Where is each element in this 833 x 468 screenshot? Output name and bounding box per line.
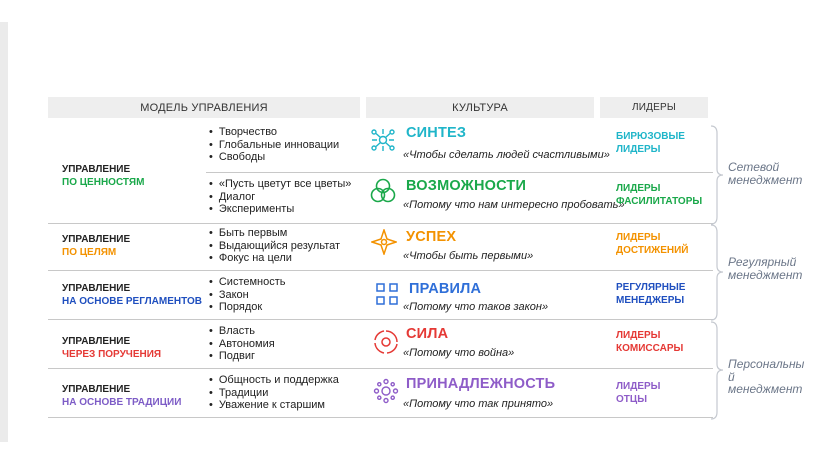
leader-line1: РЕГУЛЯРНЫЕ — [616, 282, 686, 293]
rules-icon — [374, 281, 400, 307]
leader-turquoise — [616, 130, 685, 156]
leader-line1: ЛИДЕРЫ — [616, 330, 661, 341]
culture-quote-success: «Чтобы быть первыми» — [403, 250, 534, 262]
culture-quote-force: «Потому что война» — [403, 347, 515, 359]
leader-line2: КОМИССАРЫ — [616, 343, 684, 354]
model-goals — [62, 233, 130, 259]
group-label-network — [728, 161, 802, 186]
row-separator — [48, 319, 713, 320]
group-label-line3: менеджмент — [728, 382, 803, 396]
model-regulations — [62, 282, 202, 308]
model-label-line2: НА ОСНОВЕ РЕГЛАМЕНТОВ — [62, 296, 202, 307]
belonging-icon — [373, 378, 399, 404]
list-item: • Диалог — [209, 191, 351, 204]
culture-title-rules: ПРАВИЛА — [409, 281, 482, 297]
row-separator — [48, 368, 713, 369]
list-item: • Подвиг — [209, 350, 275, 363]
group-label-line2: й — [728, 369, 735, 384]
row-separator — [48, 417, 713, 418]
opportunities-icon — [370, 178, 396, 204]
bullets-goals — [209, 227, 340, 265]
list-item: • «Пусть цветут все цветы» — [209, 178, 351, 191]
leader-line2: МЕНЕДЖЕРЫ — [616, 295, 685, 306]
list-item: • Творчество — [209, 126, 339, 139]
group-label-line2: менеджмент — [728, 172, 803, 187]
leader-line1: ЛИДЕРЫ — [616, 232, 661, 243]
brace-regular — [710, 224, 724, 321]
force-icon — [373, 329, 399, 355]
bullets-orders — [209, 325, 275, 363]
list-item: • Общность и поддержка — [209, 374, 339, 387]
list-item: • Системность — [209, 276, 286, 289]
sub-row-separator — [206, 172, 713, 173]
model-label-line2: ПО ЦЕЛЯМ — [62, 247, 117, 258]
group-label-line1: Персональны — [728, 357, 805, 371]
bullets-tradition — [209, 374, 339, 412]
list-item: • Власть — [209, 325, 275, 338]
group-label-line1: Регулярный — [728, 255, 797, 269]
brace-network — [710, 125, 724, 225]
synthesis-icon — [370, 127, 396, 153]
list-item: • Быть первым — [209, 227, 340, 240]
leader-fathers — [616, 380, 660, 406]
model-label-line1: УПРАВЛЕНИЕ — [62, 384, 131, 395]
culture-title-success: УСПЕХ — [406, 229, 457, 245]
leader-line2: ЛИДЕРЫ — [616, 144, 661, 155]
leader-achievers — [616, 231, 688, 257]
leader-line2: ФАСИЛИТАТОРЫ — [616, 196, 703, 207]
leader-line2: ДОСТИЖЕНИЙ — [616, 245, 689, 256]
list-item: • Глобальные инновации — [209, 139, 339, 152]
bullets-values-b — [209, 178, 351, 216]
row-separator — [48, 223, 713, 224]
list-item: • Эксперименты — [209, 203, 351, 216]
list-item: • Свободы — [209, 151, 339, 164]
leader-regular — [616, 281, 685, 307]
culture-title-belonging: ПРИНАДЛЕЖНОСТЬ — [406, 376, 556, 392]
model-label-line1: УПРАВЛЕНИЕ — [62, 336, 131, 347]
model-label-line1: УПРАВЛЕНИЕ — [62, 234, 131, 245]
model-tradition — [62, 383, 181, 409]
model-label-line2: НА ОСНОВЕ ТРАДИЦИИ — [62, 397, 182, 408]
header-culture: КУЛЬТУРА — [366, 97, 594, 118]
leader-line1: ЛИДЕРЫ — [616, 183, 661, 194]
left-edge-bar — [0, 22, 8, 442]
header-model: МОДЕЛЬ УПРАВЛЕНИЯ — [48, 97, 360, 118]
leader-line2: ОТЦЫ — [616, 394, 647, 405]
leader-line1: БИРЮЗОВЫЕ — [616, 131, 685, 142]
model-orders — [62, 335, 161, 361]
leader-facilitators — [616, 182, 702, 208]
model-label-line2: ЧЕРЕЗ ПОРУЧЕНИЯ — [62, 349, 162, 360]
list-item: • Закон — [209, 289, 286, 302]
model-label-line1: УПРАВЛЕНИЕ — [62, 164, 131, 175]
list-item: • Выдающийся результат — [209, 240, 340, 253]
leader-commissars — [616, 329, 683, 355]
culture-title-force: СИЛА — [406, 326, 449, 342]
header-leaders: ЛИДЕРЫ — [600, 97, 708, 118]
brace-personal — [710, 321, 724, 420]
row-separator — [48, 270, 713, 271]
list-item: • Уважение к старшим — [209, 399, 339, 412]
culture-title-opportunities: ВОЗМОЖНОСТИ — [406, 178, 527, 194]
group-label-personal — [728, 358, 804, 396]
leader-line1: ЛИДЕРЫ — [616, 381, 661, 392]
list-item: • Традиции — [209, 387, 339, 400]
list-item: • Порядок — [209, 301, 286, 314]
success-icon — [371, 229, 397, 255]
list-item: • Автономия — [209, 338, 275, 351]
list-item: • Фокус на цели — [209, 252, 340, 265]
group-label-line2: менеджмент — [728, 267, 803, 282]
model-values — [62, 163, 144, 189]
culture-quote-belonging: «Потому что так принято» — [403, 398, 554, 410]
bullets-values-a — [209, 126, 339, 164]
bullets-regulations — [209, 276, 286, 314]
culture-title-synthesis: СИНТЕЗ — [406, 125, 467, 141]
model-label-line1: УПРАВЛЕНИЕ — [62, 283, 131, 294]
model-label-line2: ПО ЦЕННОСТЯМ — [62, 177, 145, 188]
group-label-line1: Сетевой — [728, 160, 780, 174]
culture-quote-opportunities: «Потому что нам интересно пробовать» — [403, 199, 625, 211]
culture-quote-synthesis: «Чтобы сделать людей счастливыми» — [403, 149, 610, 161]
culture-quote-rules: «Потому что таков закон» — [403, 301, 549, 313]
group-label-regular — [728, 256, 802, 281]
